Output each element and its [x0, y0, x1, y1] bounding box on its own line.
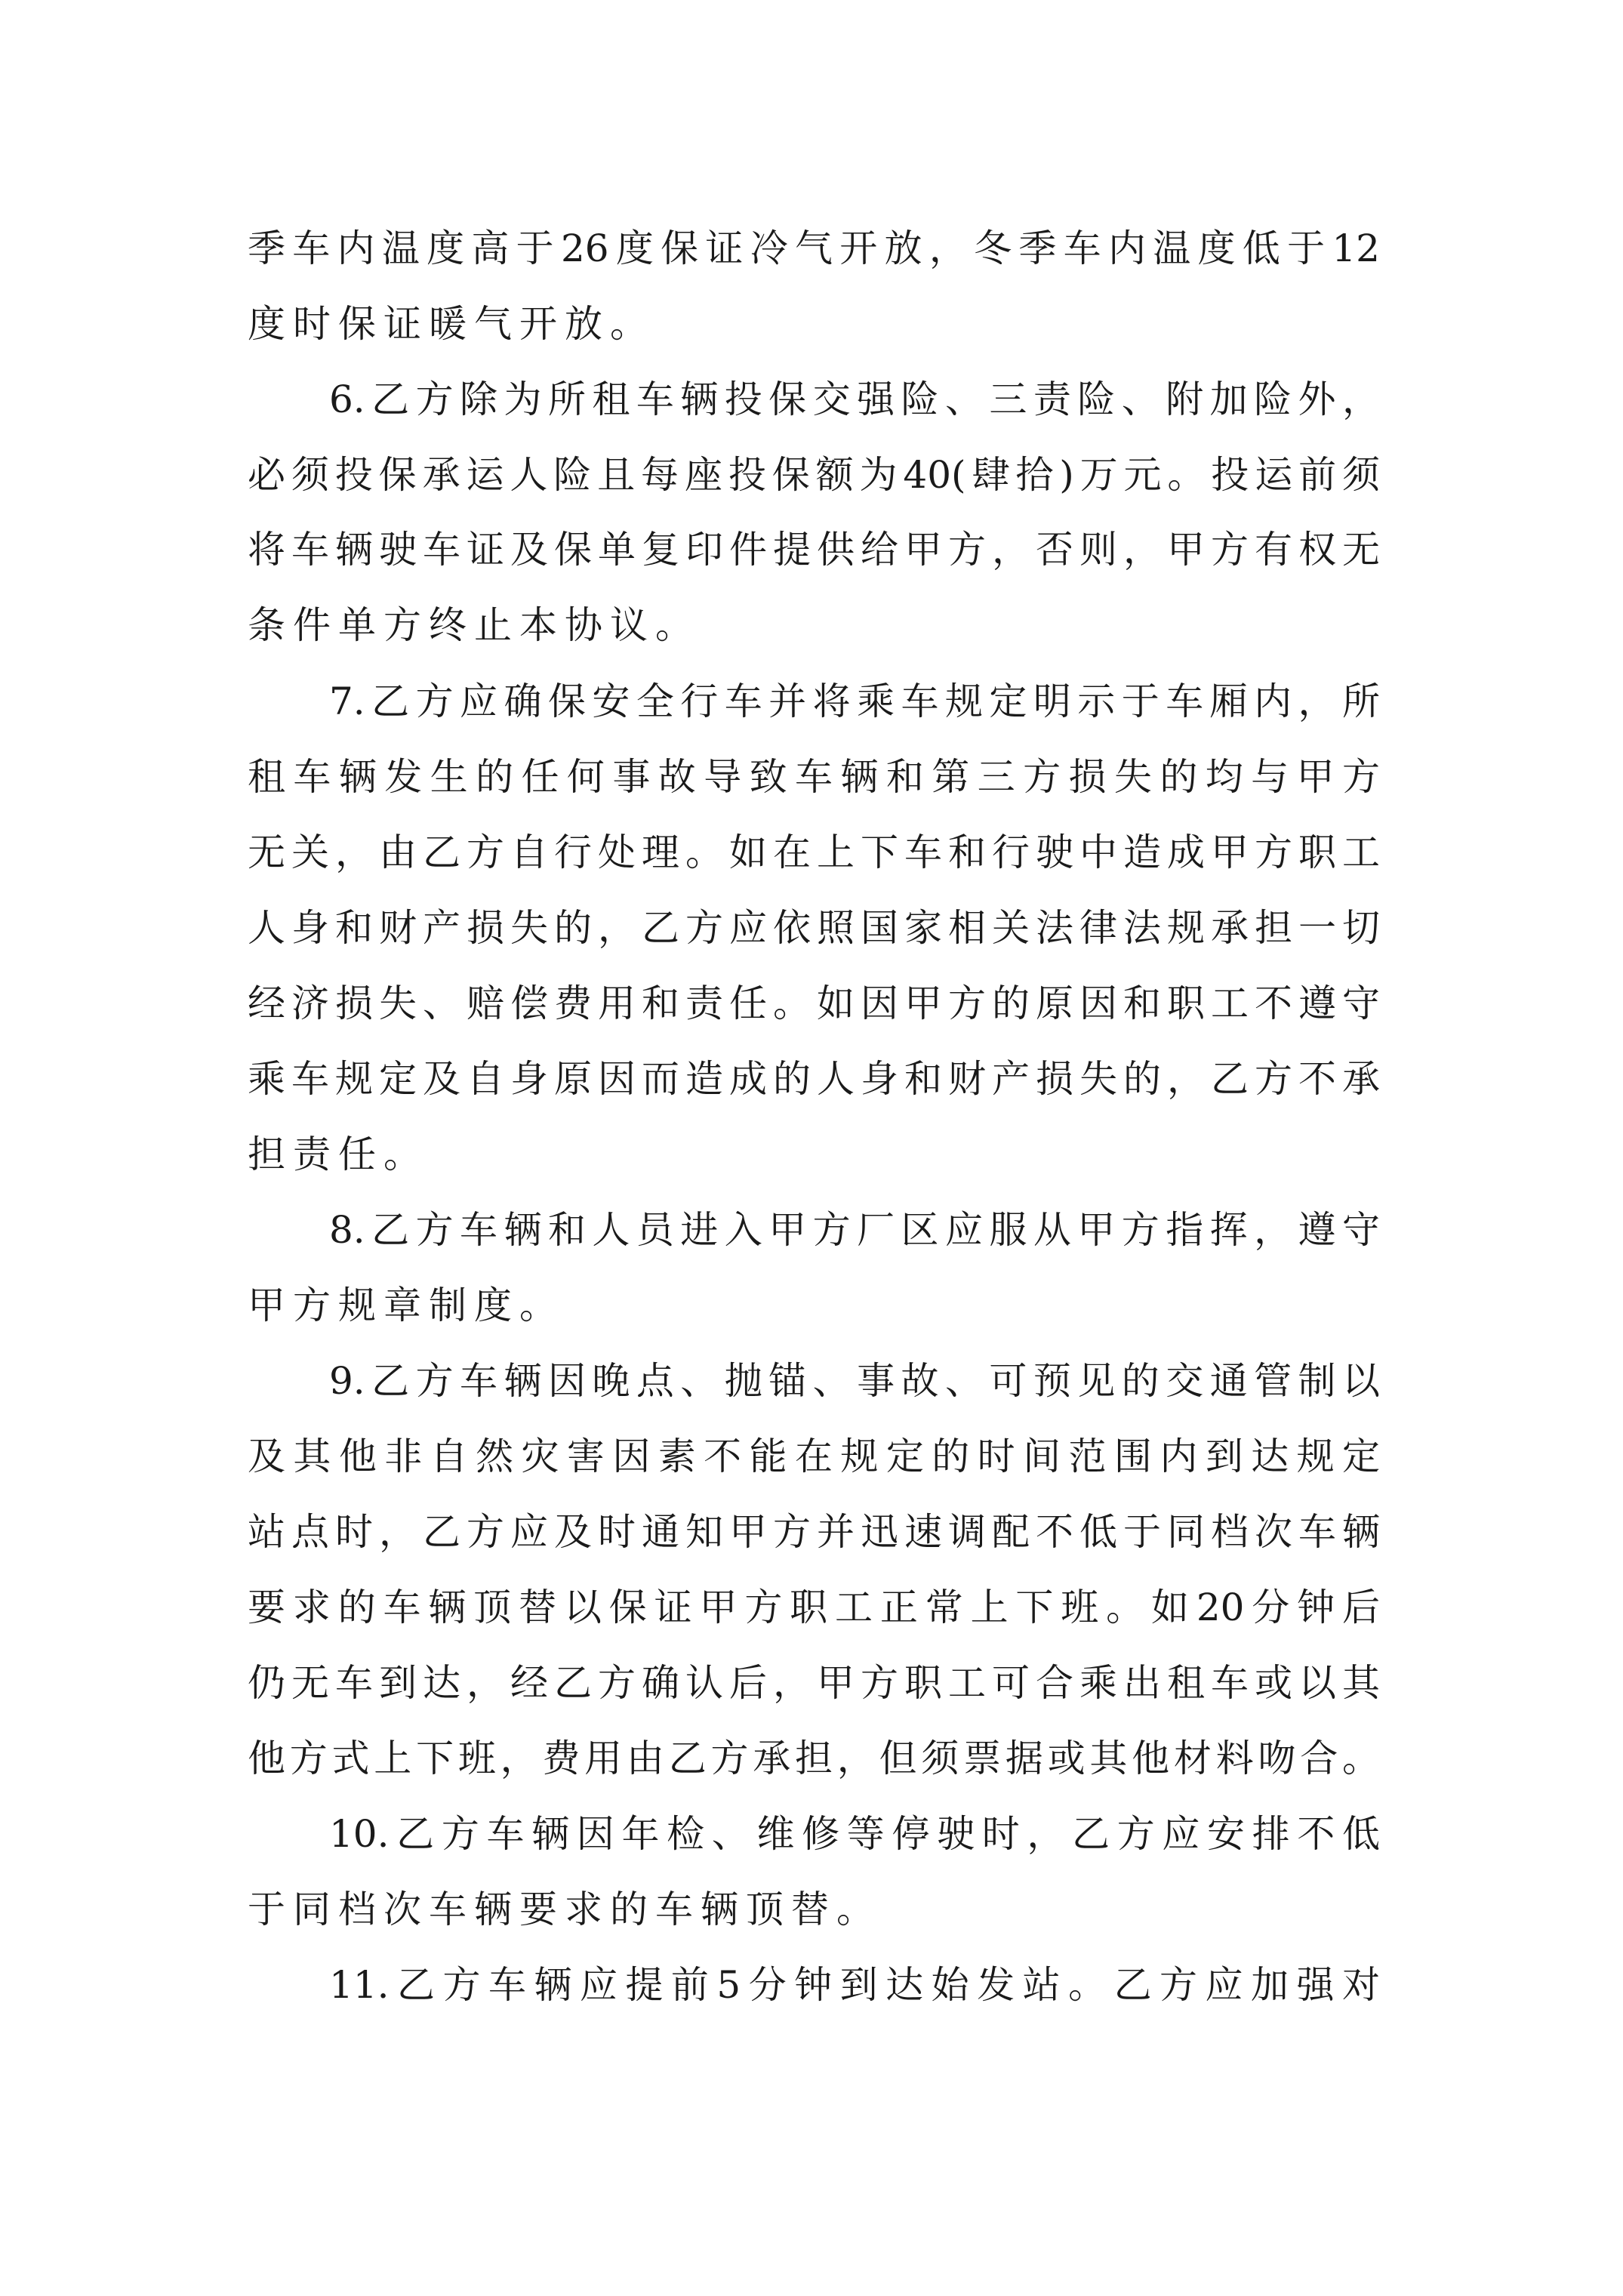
paragraph-9-start: 9.乙方车辆因晚点、抛锚、事故、可预见的交通管制以	[329, 1359, 1380, 1403]
text-line: 经济损失、赔偿费用和责任。如因甲方的原因和职工不遵守	[248, 982, 1380, 1025]
paragraph-7-start: 7.乙方应确保安全行车并将乘车规定明示于车厢内，所	[329, 680, 1380, 723]
text-line: 仍无车到达，经乙方确认后，甲方职工可合乘出租车或以其	[248, 1661, 1380, 1705]
paragraph-8-start: 8.乙方车辆和人员进入甲方厂区应服从甲方指挥，遵守	[329, 1208, 1380, 1252]
text-line: 担责任。	[248, 1133, 429, 1176]
text-line: 人身和财产损失的，乙方应依照国家相关法律法规承担一切	[248, 906, 1380, 950]
text-line: 必须投保承运人险且每座投保额为40(肆拾)万元。投运前须	[248, 453, 1380, 497]
text-line: 无关，由乙方自行处理。如在上下车和行驶中造成甲方职工	[248, 831, 1380, 874]
text-line: 租车辆发生的任何事故导致车辆和第三方损失的均与甲方	[248, 755, 1380, 799]
paragraph-10-start: 10.乙方车辆因年检、维修等停驶时，乙方应安排不低	[329, 1812, 1380, 1856]
text-line: 于同档次车辆要求的车辆顶替。	[248, 1888, 882, 1931]
text-line: 及其他非自然灾害因素不能在规定的时间范围内到达规定	[248, 1435, 1380, 1478]
text-line: 度时保证暖气开放。	[248, 302, 655, 346]
paragraph-11-start: 11.乙方车辆应提前5分钟到达始发站。乙方应加强对	[329, 1963, 1380, 2007]
text-line: 乘车规定及自身原因而造成的人身和财产损失的，乙方不承	[248, 1057, 1380, 1101]
text-line: 要求的车辆顶替以保证甲方职工正常上下班。如20分钟后	[248, 1586, 1380, 1629]
text-line: 条件单方终止本协议。	[248, 603, 701, 647]
text-line: 甲方规章制度。	[248, 1284, 565, 1327]
text-line: 站点时，乙方应及时通知甲方并迅速调配不低于同档次车辆	[248, 1510, 1380, 1554]
paragraph-6-start: 6.乙方除为所租车辆投保交强险、三责险、附加险外，	[329, 378, 1380, 421]
text-line: 将车辆驶车证及保单复印件提供给甲方，否则，甲方有权无	[248, 528, 1380, 572]
text-line: 季车内温度高于26度保证冷气开放，冬季车内温度低于12	[248, 227, 1380, 270]
text-line: 他方式上下班，费用由乙方承担，但须票据或其他材料吻合。	[248, 1737, 1380, 1780]
